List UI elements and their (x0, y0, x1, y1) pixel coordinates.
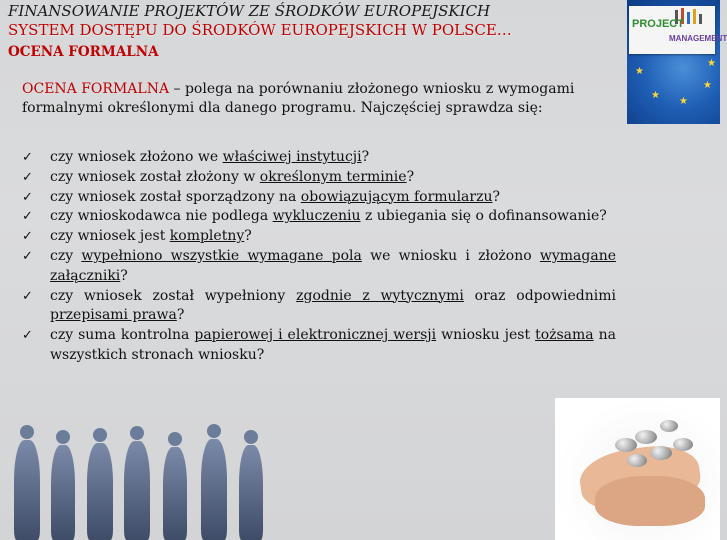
item-text: ? (244, 228, 252, 245)
eu-star-icon: ★ (707, 58, 716, 69)
checkmark-icon: ✓ (22, 209, 33, 225)
logo-card (629, 6, 727, 54)
header-title: FINANSOWANIE PROJEKTÓW ZE ŚRODKÓW EUROPEJSKICH (8, 2, 491, 20)
item-underlined: tożsama (535, 327, 594, 344)
item-underlined: wykluczeniu (272, 208, 361, 225)
coin-icon (650, 446, 672, 460)
item-underlined: papierowej i elektronicznej wersji (194, 327, 437, 344)
item-underlined: kompletny (169, 228, 245, 245)
intro-text: – polega na porównaniu złożonego wniosku z wymogami formalnymi określonymi dla danego programu. Najczęściej sprawdza się: (22, 81, 575, 116)
intro-lead: OCENA FORMALNA (22, 81, 170, 97)
list-item (22, 188, 616, 208)
person-silhouette (236, 430, 266, 540)
person-silhouette (198, 424, 230, 540)
item-text: wniosku jest (436, 327, 536, 344)
item-text: ? (406, 168, 415, 185)
checkmark-icon: ✓ (22, 288, 33, 304)
item-text: ? (120, 267, 128, 284)
person-silhouette (48, 430, 78, 540)
item-underlined: właściwej instytucji (222, 149, 362, 165)
list-item (22, 148, 616, 168)
list-item (22, 287, 616, 327)
person-silhouette (122, 426, 152, 540)
list-item (22, 227, 616, 247)
checkmark-icon: ✓ (22, 248, 33, 264)
checkmark-icon: ✓ (22, 328, 33, 344)
logo-word-management: MANAGEMENT (669, 34, 727, 43)
item-text: czy wniosek złożono we (50, 149, 223, 165)
item-text: oraz odpowiednimi (463, 287, 616, 304)
item-text: ? (176, 307, 185, 324)
eu-star-icon: ★ (651, 90, 660, 101)
section-title: OCENA FORMALNA (8, 44, 159, 60)
item-text: czy wnioskodawca nie podlega (50, 208, 273, 225)
coin-icon (660, 420, 678, 432)
item-underlined: wymagane załączniki (50, 247, 617, 284)
item-text: we wniosku i złożono (361, 247, 540, 264)
item-underlined: przepisami prawa (50, 307, 177, 324)
person-silhouette (12, 425, 42, 540)
eu-star-icon: ★ (635, 66, 644, 77)
eu-star-icon: ★ (679, 96, 688, 107)
header-subtitle: SYSTEM DOSTĘPU DO ŚRODKÓW EUROPEJSKICH W POLSCE… (8, 21, 512, 39)
business-people-illustration (0, 420, 275, 540)
checkmark-icon: ✓ (22, 189, 33, 205)
intro-paragraph (22, 80, 622, 118)
list-item (22, 326, 616, 366)
checkmark-icon: ✓ (22, 150, 33, 165)
list-item (22, 247, 616, 287)
coin-icon (635, 430, 657, 444)
hands-with-coins-image (555, 398, 720, 540)
person-silhouette (84, 428, 116, 540)
list-item (22, 168, 616, 188)
item-underlined: określonym terminie (259, 168, 407, 185)
coin-icon (673, 438, 693, 451)
item-text: czy suma kontrolna (50, 327, 195, 344)
checkmark-icon: ✓ (22, 229, 33, 245)
item-text: czy wniosek został sporządzony na (50, 188, 301, 205)
item-text: ? (361, 149, 370, 165)
project-management-logo (627, 0, 727, 124)
item-text: czy wniosek został złożony w (50, 168, 260, 185)
item-underlined: zgodnie z wytycznymi (296, 287, 464, 304)
item-text: czy wniosek jest (50, 228, 170, 245)
item-text: czy (50, 247, 82, 264)
header (8, 2, 608, 62)
item-text: ? (492, 188, 500, 205)
eu-star-icon: ★ (703, 80, 712, 91)
coin-icon (615, 438, 637, 452)
item-text: czy wniosek został wypełniony (50, 287, 297, 304)
item-text: na wszystkich stronach wniosku? (50, 327, 616, 363)
hand-shape (595, 476, 705, 526)
item-text: z ubiegania się o dofinansowanie? (360, 208, 607, 225)
coin-icon (627, 454, 647, 467)
logo-word-project: PROJECT (632, 18, 684, 30)
person-silhouette (160, 432, 190, 540)
list-item (22, 207, 616, 227)
item-underlined: obowiązującym formularzu (300, 188, 493, 205)
item-underlined: wypełniono wszystkie wymagane pola (81, 247, 362, 264)
checkmark-icon: ✓ (22, 169, 33, 185)
checklist (22, 148, 616, 366)
